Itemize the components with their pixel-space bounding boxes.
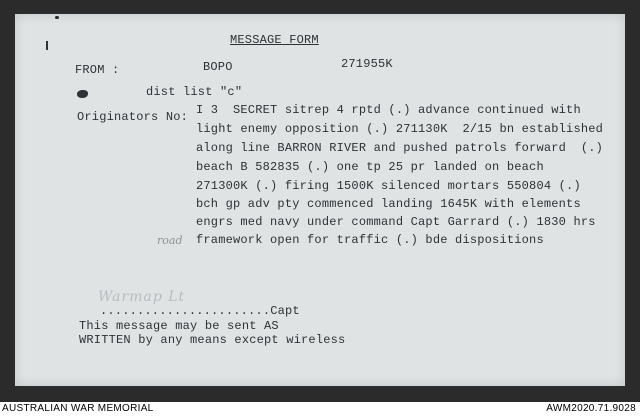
message-line-7: engrs med navy under command Capt Garrard (.) 1830 hrs [196,215,596,229]
message-line-2: light enemy opposition (.) 271130K 2/15 bn established [196,122,604,136]
date-time-group: 271955K [341,57,393,71]
from-label: FROM : [75,63,120,77]
message-line-3: along line BARRON RIVER and pushed patrols forward (.) [196,141,604,155]
message-line-6: bch gp adv pty commenced landing 1645K with elements [196,197,581,211]
margin-mark [46,41,48,50]
message-line-4: beach B 582835 (.) one tp 25 pr landed on beach [196,160,544,174]
handwritten-signature: Warmap Lt [98,289,186,305]
footer-institution: AUSTRALIAN WAR MEMORIAL [2,403,154,414]
form-title: MESSAGE FORM [230,33,319,47]
footer-accession-number: AWM2020.71.9028 [546,403,636,414]
handwritten-margin-note: road [157,234,183,247]
punch-hole [55,16,59,19]
message-line-5: 271300K (.) firing 1500K silenced mortars 550804 (.) [196,179,581,193]
message-line-8: framework open for traffic (.) bde dispositions [196,233,544,247]
distribution-list: dist list "c" [146,85,243,99]
notice-line-1: This message may be sent AS [79,319,279,333]
ink-blot [77,90,88,98]
notice-line-2: WRITTEN by any means except wireless [79,333,346,347]
signature-line: .......................Capt [100,304,300,318]
message-line-1: I 3 SECRET sitrep 4 rptd (.) advance continued with [196,103,581,117]
originators-label: Originators No: [77,110,189,124]
from-value: BOPO [203,60,233,74]
